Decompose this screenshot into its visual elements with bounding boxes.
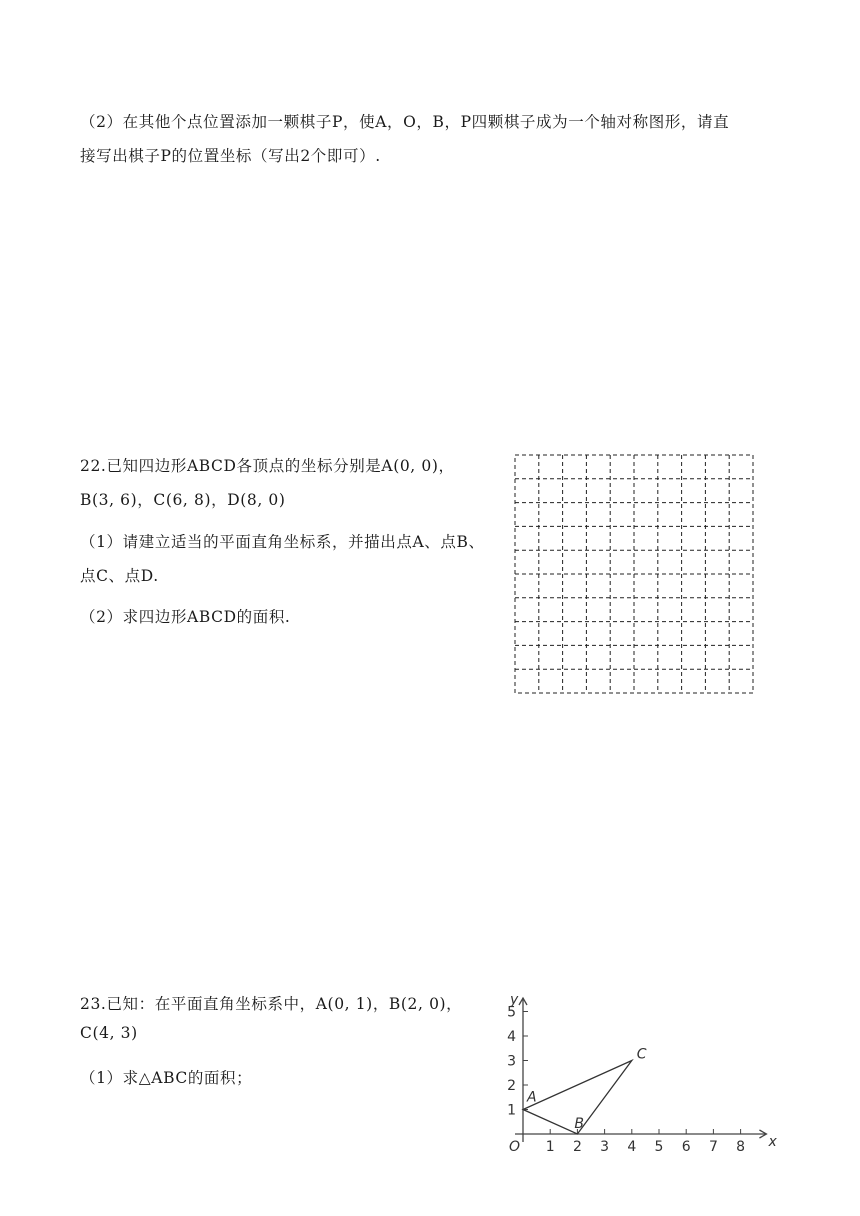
x-tick-label: 3 <box>600 1139 610 1155</box>
q22-part2: （2）求四边形ABCD的面积. <box>80 608 291 626</box>
point-label-b: B <box>574 1116 585 1132</box>
q22-stem-line2: B(3, 6)，C(6, 8)，D(8, 0) <box>80 491 286 509</box>
x-tick-label: 6 <box>681 1139 691 1155</box>
coordinate-graph <box>483 988 783 1168</box>
q21-part2-line1: （2）在其他个点位置添加一颗棋子P，使A，O，B，P四颗棋子成为一个轴对称图形，请直 <box>80 113 730 131</box>
y-tick-label: 3 <box>507 1053 516 1070</box>
dashed-grid <box>514 454 754 694</box>
q22-part1-line2: 点C、点D. <box>80 567 159 585</box>
q23-part1: （1）求△ABC的面积； <box>80 1069 253 1087</box>
x-tick-label: 8 <box>736 1139 746 1155</box>
y-tick-label: 2 <box>507 1078 516 1094</box>
origin-label: O <box>509 1139 521 1155</box>
x-tick-label: 7 <box>708 1139 718 1155</box>
y-tick-label: 1 <box>507 1102 516 1119</box>
q22-stem-line1: 22.已知四边形ABCD各顶点的坐标分别是A(0, 0)， <box>80 457 455 475</box>
q22-part1-line1: （1）请建立适当的平面直角坐标系，并描出点A、点B、 <box>80 533 485 551</box>
x-axis-label: x <box>768 1134 777 1150</box>
point-label-c: C <box>636 1046 647 1063</box>
y-tick-label: 4 <box>507 1029 516 1045</box>
q23-stem-line1: 23.已知：在平面直角坐标系中，A(0, 1)，B(2, 0)， <box>80 995 463 1013</box>
q23-stem-line2: C(4, 3) <box>80 1024 138 1042</box>
q21-part2-line2: 接写出棋子P的位置坐标（写出2个即可）. <box>80 147 381 165</box>
y-tick-label: 5 <box>507 1004 516 1021</box>
y-axis-label: y <box>510 992 519 1008</box>
x-tick-label: 1 <box>545 1139 555 1155</box>
x-tick-label: 2 <box>572 1139 582 1155</box>
x-tick-label: 5 <box>654 1139 664 1155</box>
point-label-a: A <box>527 1089 537 1106</box>
x-tick-label: 4 <box>627 1139 637 1155</box>
